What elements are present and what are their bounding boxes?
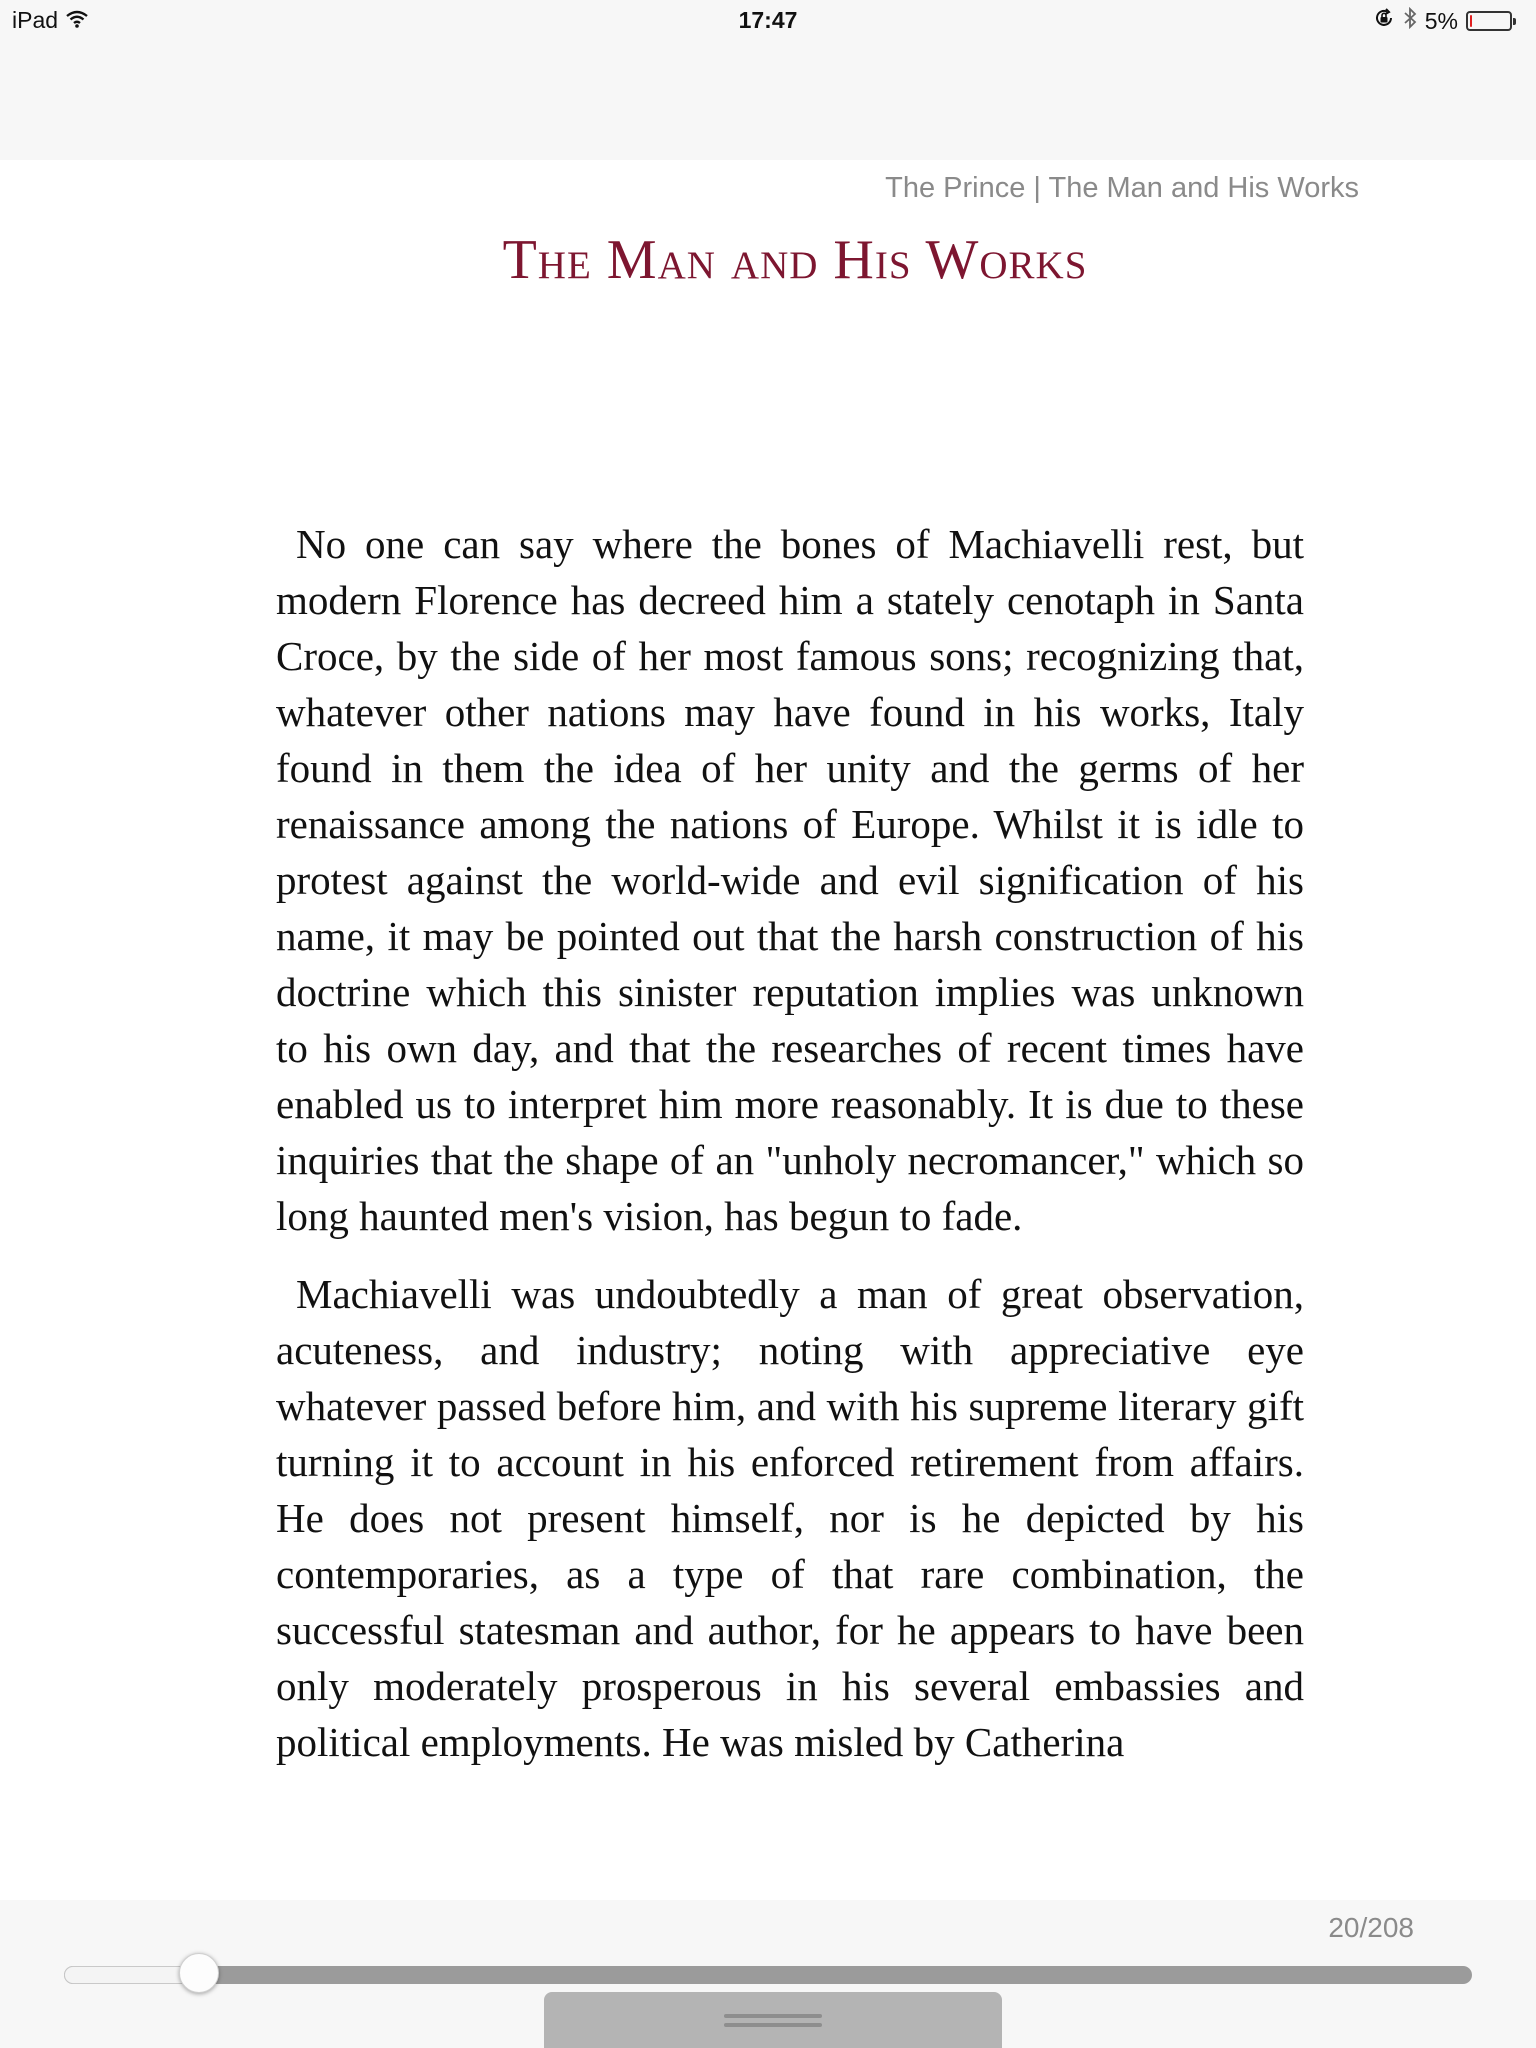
- paragraph: No one can say where the bones of Machiavelli rest, but modern Florence has decreed him a stately cenotaph in Santa Croce, by the side of her most famous sons; recognizing that, whatever other nations may have found in his works, Italy found in them the idea of her unity and the germs of her renaissance among the nations of Europe. Whilst it is idle to protest against the world-wide and evil signification of his name, it may be pointed out that the harsh construction of his doctrine which this sinister reputation implies was unknown to his own day, and that the researches of recent times have enabled us to interpret him more reasonably. It is due to these inquiries that the shape of an "unholy necromancer," which so long haunted men's vision, has begun to fade.: [276, 521, 1304, 1239]
- drawer-handle[interactable]: [544, 1992, 1002, 2048]
- status-right: [1373, 7, 1512, 35]
- page-slider[interactable]: [64, 1966, 1472, 1984]
- battery-level-fill: [1470, 15, 1472, 27]
- chapter-title: The Man and His Works: [502, 229, 1088, 291]
- bluetooth-icon: [1403, 7, 1417, 35]
- status-time: 17:47: [738, 7, 798, 33]
- status-bar: [0, 0, 1536, 40]
- orientation-lock-icon: [1373, 7, 1395, 35]
- chapter-body: [276, 516, 1304, 1792]
- grip-line: [724, 2023, 822, 2027]
- running-header: The Prince | The Man and His Works: [885, 172, 1359, 204]
- grip-line: [724, 2014, 822, 2018]
- page-slider-thumb[interactable]: [179, 1953, 219, 1993]
- paragraph: Machiavelli was undoubtedly a man of great observation, acuteness, and industry; noting with appreciative eye whatever passed before him, and with his supreme literary gift turning it to account in his enforced retirement from affairs. He does not present himself, nor is he depicted by his contemporaries, as a type of that rare combination, the successful statesman and author, for he appears to have been only moderately prosperous in his several embassies and political employments. He was misled by Catherina: [276, 1271, 1304, 1765]
- battery-icon: [1466, 11, 1512, 31]
- battery-percent: 5%: [1424, 7, 1458, 34]
- top-toolbar: [0, 0, 1536, 160]
- device-name: iPad: [12, 7, 59, 33]
- page-counter: 20/208: [1328, 1912, 1414, 1943]
